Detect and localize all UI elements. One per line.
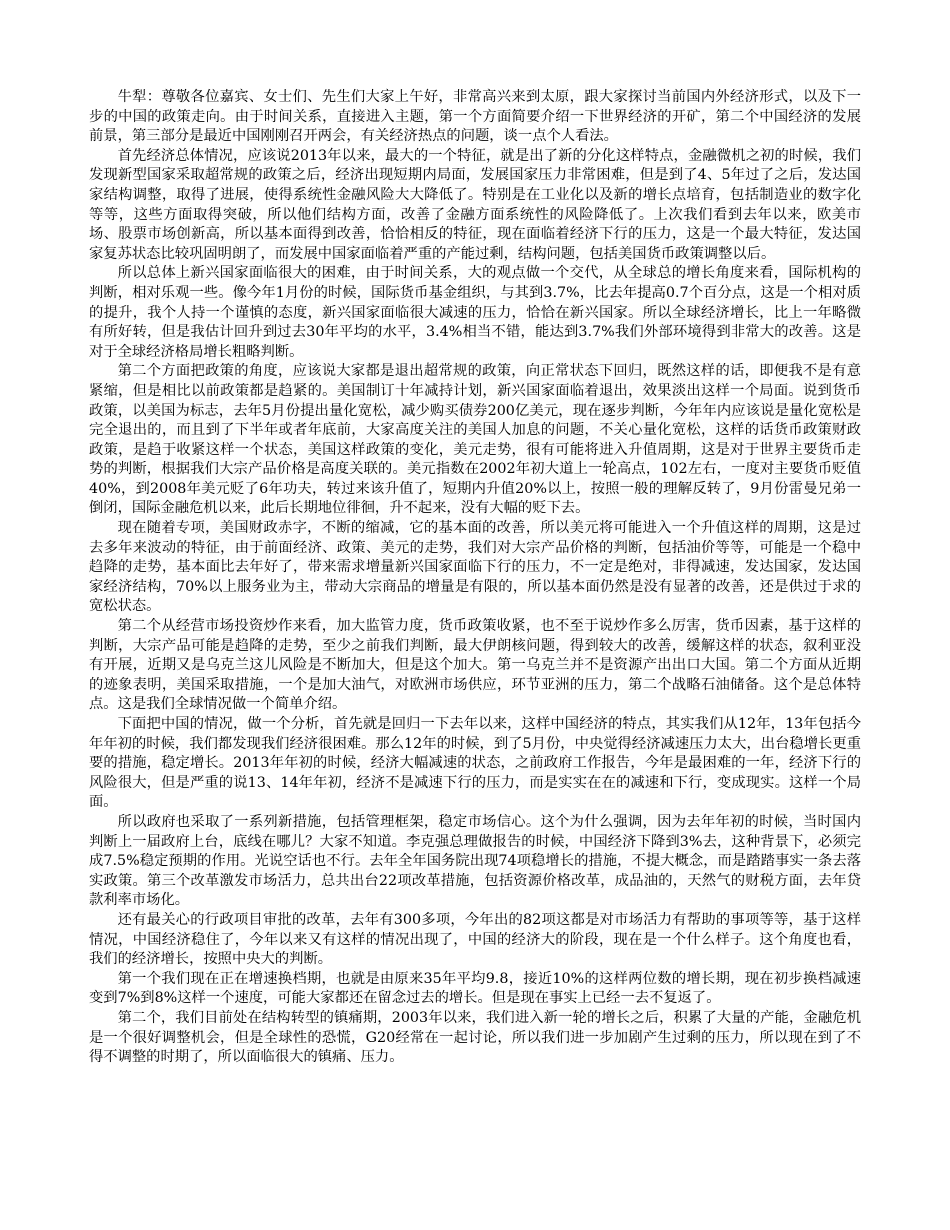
- paragraph-9: 还有最关心的行政项目审批的改革，去年有300多项，今年出的82项这都是对市场活力有帮助的事项等等，基于这样情况，中国经济稳住了，今年以来又有这样的情况出现了，中国的经济大的阶段，现在是一个什么样子。这个角度也看，我们的经济增长，按照中央大的判断。: [89, 911, 861, 968]
- paragraph-2: 首先经济总体情况，应该说2013年以来，最大的一个特征，就是出了新的分化这样特点，金融微机之初的时候，我们发现新型国家采取超常规的政策之后，经济出现短期内局面，发展国家压力非常困难，但是到了4、5年过了之后，发达国家结构调整，取得了进展，使得系统性金融风险大大降低了。特别是在工业化以及新的增长点培育，包括制造业的数字化等等，这些方面取得突破，所以他们结构方面，改善了金融方面系统性的风险降低了。上次我们看到去年以来，欧美市场、股票市场创新高，所以基本面得到改善，恰恰相反的特征，现在面临着经济下行的压力，这是一个最大特征，发达国家复苏状态比较巩固明朗了，而发展中国家面临着严重的产能过剩，结构问题，包括美国货币政策调整以后。: [89, 147, 861, 262]
- paragraph-11: 第二个，我们目前处在结构转型的镇痛期，2003年以来，我们进入新一轮的增长之后，积累了大量的产能，金融危机是一个很好调整机会，但是全球性的恐慌，G20经常在一起讨论，所以我们进一步加剧产生过剩的压力，所以现在到了不得不调整的时期了，所以面临很大的镇痛、压力。: [89, 1009, 861, 1066]
- paragraph-4: 第二个方面把政策的角度，应该说大家都是退出超常规的政策，向正常状态下回归，既然这样的话，即便我不是有意紧缩，但是相比以前政策都是趋紧的。美国制订十年减持计划，新兴国家面临着退出，效果淡出这样一个局面。说到货币政策，以美国为标志，去年5月份提出量化宽松，减少购买债券200亿美元，现在逐步判断，今年年内应该说是量化宽松是完全退出的，而且到了下半年或者年底前，大家高度关注的美国人加息的问题，不关心量化宽松，这样的话货币政策财政政策，是趋于收紧这样一个状态，美国这样政策的变化，美元走势，很有可能将进入升值周期，这是对于世界主要货币走势的判断，根据我们大宗产品价格是高度关联的。美元指数在2002年初大道上一轮高点，102左右，一度对主要货币贬值40%，到2008年美元贬了6年功夫，转过来该升值了，短期内升值20%以上，按照一般的理解反转了，9月份雷曼兄弟一倒闭，国际金融危机以来，此后长期地位徘徊，升不起来，没有大幅的贬下去。: [89, 363, 861, 517]
- document-body: [89, 88, 861, 1068]
- paragraph-1: 牛犁：尊敬各位嘉宾、女士们、先生们大家上午好，非常高兴来到太原，跟大家探讨当前国内外经济形式，以及下一步的中国的政策走向。由于时间关系，直接进入主题，第一个方面简要介绍一下世界经济的开矿，第二个中国经济的发展前景，第三部分是最近中国刚刚召开两会，有关经济热点的问题，谈一点个人看法。: [89, 89, 861, 145]
- paragraph-5: 现在随着专项，美国财政赤字，不断的缩减，它的基本面的改善，所以美元将可能进入一个升值这样的周期，这是过去多年来波动的特征，由于前面经济、政策、美元的走势，我们对大宗产品价格的判断，包括油价等等，可能是一个稳中趋降的走势，基本面比去年好了，带来需求增量新兴国家面临下行的压力，不一定是绝对，非得减速，发达国家，发达国家经济结构，70%以上服务业为主，带动大宗商品的增量是有限的，所以基本面仍然是没有显著的改善，还是供过于求的宽松状态。: [89, 520, 861, 615]
- paragraph-10: 第一个我们现在正在增速换档期，也就是由原来35年平均9.8，接近10%的这样两位数的增长期，现在初步换档减速变到7%到8%这样一个速度，可能大家都还在留念过去的增长。但是现在事实上已经一去不复返了。: [89, 970, 861, 1007]
- paragraph-6: 第二个从经营市场投资炒作来看，加大监管力度，货币政策收紧，也不至于说炒作多么厉害，货币因素，基于这样的判断，大宗产品可能是趋降的走势，至少之前我们判断，最大伊朗核问题，得到较大的改善，缓解这样的状态，叙利亚没有开展，近期又是乌克兰这儿风险是不断加大，但是这个加大。第一乌克兰并不是资源产出出口大国。第二个方面从近期的迹象表明，美国采取措施，一个是加大油气，对欧洲市场供应，环节亚洲的压力，第二个战略石油储备。这个是总体特点。这是我们全球情况做一个简单介绍。: [89, 618, 861, 713]
- paragraph-7: 下面把中国的情况，做一个分析，首先就是回归一下去年以来，这样中国经济的特点，其实我们从12年，13年包括今年年初的时候，我们都发现我们经济很困难。那么12年的时候，到了5月份，中央觉得经济减速压力太大，出台稳增长更重要的措施，稳定增长。2013年年初的时候，经济大幅减速的状态，之前政府工作报告，今年是最困难的一年，经济下行的风险很大，但是严重的说13、14年年初，经济不是减速下行的压力，而是实实在在的减速和下行，变成现实。这样一个局面。: [89, 716, 861, 811]
- paragraph-3: 所以总体上新兴国家面临很大的困难，由于时间关系，大的观点做一个交代，从全球总的增长角度来看，国际机构的判断，相对乐观一些。像今年1月份的时候，国际货币基金组织，与其到3.7%，比去年提高0.7个百分点，这是一个相对质的提升，我个人持一个谨慎的态度，新兴国家面临很大减速的压力，恰恰在新兴国家。所以全球经济增长，比上一年略微有所好转，但是我估计回升到过去30年平均的水平，3.4%相当不错，能达到3.7%我们外部环境得到非常大的改善。这是对于全球经济格局增长粗略判断。: [89, 265, 861, 360]
- paragraph-8: 所以政府也采取了一系列新措施，包括管理框架，稳定市场信心。这个为什么强调，因为去年年初的时候，当时国内判断上一届政府上台，底线在哪儿？大家不知道。李克强总理做报告的时候，中国经济下降到3%去，这种背景下，必须完成7.5%稳定预期的作用。光说空话也不行。去年全年国务院出现74项稳增长的措施，不提大概念，而是踏踏事实一条去落实政策。第三个改革激发市场活力，总共出台22项改革措施，包括资源价格改革，成品油的，天然气的财税方面，去年贷款利率市场化。: [89, 813, 861, 909]
